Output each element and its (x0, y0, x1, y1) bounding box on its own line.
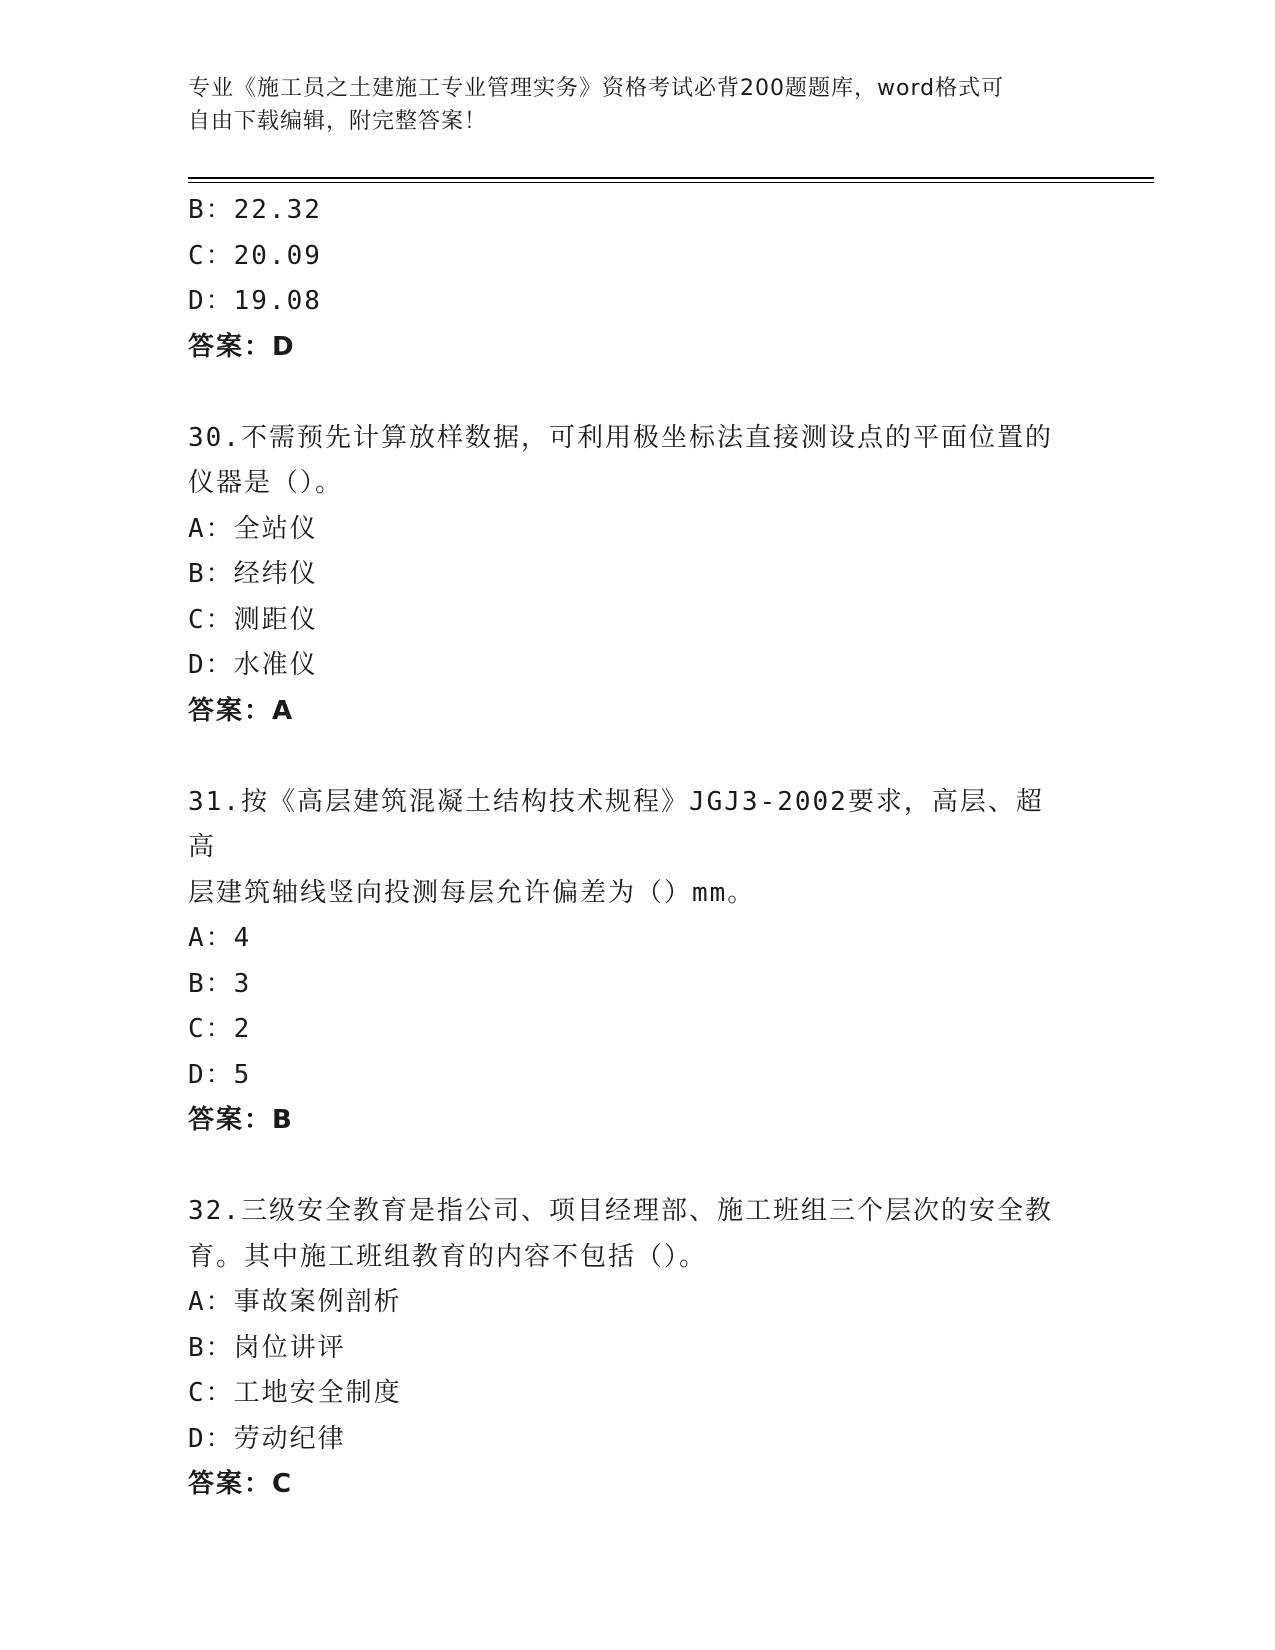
option-label: A： (188, 513, 234, 544)
option-text: 22.32 (233, 195, 322, 225)
option-a (188, 507, 1088, 553)
option-label: A： (188, 923, 234, 953)
option-c (188, 234, 1088, 280)
spacer (188, 370, 1088, 416)
option-text: 3 (233, 968, 252, 999)
option-text: 劳动纪律 (233, 1423, 346, 1454)
option-text: 事故案例剖析 (233, 1287, 402, 1317)
option-text: 19.08 (233, 286, 322, 316)
option-c (188, 1007, 1088, 1053)
header-rule-thin (188, 182, 1154, 183)
option-b (188, 962, 1088, 1008)
option-text: 水准仪 (233, 650, 318, 680)
option-c (188, 598, 1088, 644)
question-stem-line-1: 30.不需预先计算放样数据，可利用极坐标法直接测设点的平面位置的 (188, 422, 1053, 453)
header-title-line-2: 自由下载编辑，附完整答案！ (188, 109, 488, 134)
answer-line: 答案：A (188, 695, 295, 726)
answer-line: 答案：C (188, 1469, 294, 1499)
header-title-line-1: 专业《施工员之土建施工专业管理实务》资格考试必背200题题库，word格式可 (188, 76, 1005, 101)
option-label: A： (188, 1287, 234, 1317)
question-block-prev (188, 188, 1088, 370)
option-label: C： (188, 240, 234, 271)
option-text: 4 (233, 923, 252, 953)
option-label: C： (188, 1014, 234, 1044)
option-d (188, 1053, 1088, 1099)
spacer (188, 734, 1088, 780)
option-text: 2 (233, 1014, 252, 1044)
option-text: 全站仪 (233, 513, 318, 544)
question-block-30 (188, 416, 1088, 735)
option-label: B： (188, 559, 234, 589)
option-label: B： (188, 195, 234, 225)
question-stem-line-2: 层建筑轴线竖向投测每层允许偏差为（）mm。 (188, 877, 756, 908)
option-label: C： (188, 604, 234, 635)
document-header (188, 72, 1068, 138)
option-text: 5 (233, 1059, 252, 1090)
question-stem-line-1: 32.三级安全教育是指公司、项目经理部、施工班组三个层次的安全教 (188, 1196, 1053, 1226)
option-a (188, 916, 1088, 962)
option-text: 经纬仪 (233, 559, 318, 589)
question-stem-line-2: 仪器是（）。 (188, 468, 344, 498)
header-rule-thick (188, 177, 1154, 179)
option-b (188, 552, 1088, 598)
option-label: D： (188, 1059, 234, 1090)
option-label: B： (188, 1332, 234, 1363)
option-d (188, 643, 1088, 689)
option-label: D： (188, 286, 234, 316)
spacer (188, 1144, 1088, 1190)
option-label: D： (188, 1423, 234, 1454)
answer-line: 答案：D (188, 331, 296, 362)
option-a (188, 1280, 1088, 1326)
option-text: 岗位讲评 (233, 1332, 346, 1363)
option-text: 工地安全制度 (233, 1378, 402, 1408)
option-label: D： (188, 650, 234, 680)
question-stem-line-1: 31.按《高层建筑混凝土结构技术规程》JGJ3-2002要求，高层、超高 (188, 786, 1044, 862)
option-d (188, 279, 1088, 325)
answer-line: 答案：B (188, 1105, 294, 1135)
option-label: B： (188, 968, 234, 999)
option-text: 20.09 (233, 240, 322, 271)
option-b (188, 188, 1088, 234)
question-block-32 (188, 1189, 1088, 1508)
option-label: C： (188, 1378, 234, 1408)
question-stem-line-2: 育。其中施工班组教育的内容不包括（）。 (188, 1241, 708, 1272)
option-b (188, 1326, 1088, 1372)
question-list (188, 188, 1088, 1508)
question-block-31 (188, 780, 1088, 1144)
option-c (188, 1371, 1088, 1417)
option-text: 测距仪 (233, 604, 318, 635)
option-d (188, 1417, 1088, 1463)
